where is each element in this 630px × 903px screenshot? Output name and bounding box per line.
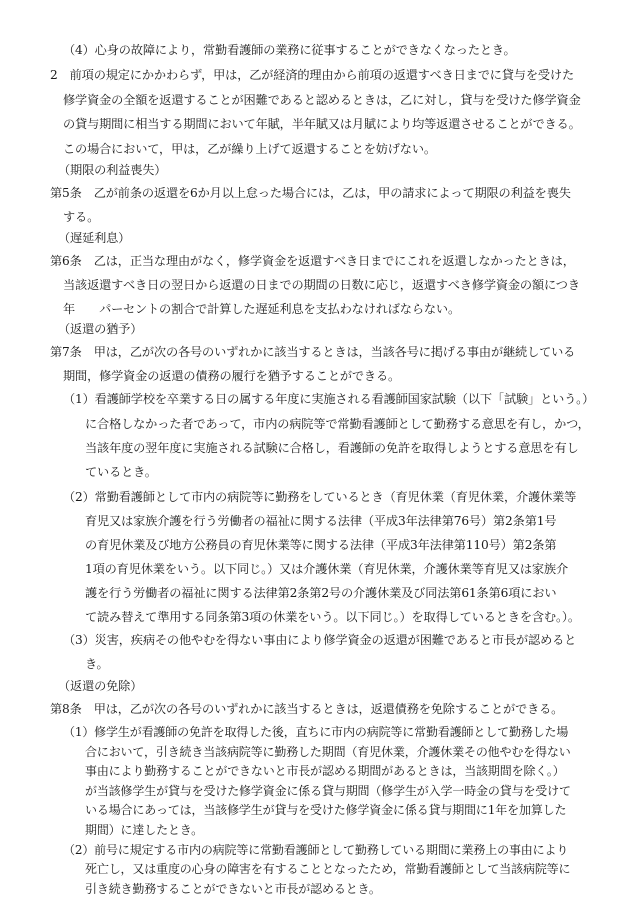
section-heading: （遅延利息） [58, 231, 131, 245]
section-heading: （返還の免除） [58, 679, 143, 693]
text-line: 事由により勤務することができないと市長が認める期間があるときは，当該期間を除く。） [85, 764, 565, 778]
list-item-line: （2）常勤看護師として市内の病院等に勤務をしているとき（育児休業（育児休業，介護休業等 [63, 490, 577, 504]
text-line: いる場合にあっては，当該修学生が貸与を受けた修学資金に係る貸与期間に1年を加算した [85, 803, 567, 817]
text-line: 期間，修学資金の返還の債務の履行を猶予することができる。 [63, 369, 401, 383]
text-line: この場合において，甲は，乙が繰り上げて返還することを妨げない。 [63, 142, 436, 156]
text-line: 2 前項の規定にかかわらず，甲は，乙が経済的理由から前項の返還すべき日までに貸与を受けた [50, 68, 574, 82]
text-line: ているとき。 [85, 465, 157, 479]
text-line: 当該年度の翌年度に実施される試験に合格し，看護師の免許を取得しようとする意思を有し [85, 441, 579, 455]
article-line: 第6条 乙は，正当な理由がなく，修学資金を返還すべき日までにこれを返還しなかったときは， [50, 254, 575, 268]
text-line: 死亡し，又は重度の心身の障害を有することとなったため，常勤看護師として当該病院等に [85, 862, 571, 876]
section-heading: （返還の猶予） [58, 322, 143, 336]
text-line: 護を行う労働者の福祉に関する法律第2条第2号の介護休業及び同法第61条第6項におい [85, 586, 557, 600]
article-line: 第5条 乙が前条の返還を6か月以上怠った場合には，乙は，甲の請求によって期限の利益を喪失 [50, 186, 571, 200]
text-line: 期間）に達したとき。 [85, 823, 204, 837]
text-line: 育児又は家族介護を行う労働者の福祉に関する法律（平成3年法律第76号）第2条第1号 [85, 514, 557, 528]
article-line: 第8条 甲は，乙が次の各号のいずれかに該当するときは，返還債務を免除することができる。 [50, 702, 564, 716]
article-line: 第7条 甲は，乙が次の各号のいずれかに該当するときは，当該各号に掲げる事由が継続している [50, 345, 576, 359]
text-line: 合において，引き続き当該病院等に勤務した期間（育児休業，介護休業その他やむを得ない [85, 745, 571, 759]
list-item-line: （2）前号に規定する市内の病院等に常勤看護師として勤務している期間に業務上の事由により [63, 843, 569, 857]
text-line: の育児休業及び地方公務員の育児休業等に関する法律（平成3年法律第110号）第2条第 [85, 538, 557, 552]
list-item-line: （1）修学生が看護師の免許を取得した後，直ちに市内の病院等に常勤看護師として勤務した場 [63, 725, 569, 739]
text-line: 引き続き勤務することができないと市長が認めるとき。 [85, 882, 381, 896]
text-line: 年 パーセントの割合で計算した遅延利息を支払わなければならない。 [63, 302, 460, 316]
text-line: て読み替えて準用する同条第3項の休業をいう。以下同じ。）を取得しているときを含む。）。 [85, 610, 580, 624]
section-heading: （期限の利益喪失） [58, 163, 167, 177]
text-line: の貸与期間に相当する期間において年賦，半年賦又は月賦により均等返還させることができる。 [63, 117, 581, 131]
text-line: が当該修学生が貸与を受けた修学資金に係る貸与期間（修学生が入学一時金の貸与を受けて [85, 784, 571, 798]
text-line: （4）心身の故障により，常勤看護師の業務に従事することができなくなったとき。 [63, 43, 516, 57]
list-item-line: （1）看護師学校を卒業する日の属する年度に実施される看護師国家試験（以下「試験」という。） [63, 392, 595, 406]
text-line: 1項の育児休業をいう。以下同じ。）又は介護休業（育児休業，介護休業等育児又は家族介 [85, 562, 569, 576]
text-line: き。 [85, 657, 109, 671]
text-line: する。 [63, 210, 100, 224]
text-line: 当該返還すべき日の翌日から返還の日までの期間の日数に応じ，返還すべき修学資金の額につき [63, 278, 580, 292]
text-line: 修学資金の全額を返還することが困難であると認めるときは，乙に対し，貸与を受けた修学資金 [63, 93, 581, 107]
text-line: に合格しなかった者であって，市内の病院等で常勤看護師として勤務する意思を有し，かつ， [85, 417, 590, 431]
list-item-line: （3）災害，疾病その他やむを得ない事由により修学資金の返還が困難であると市長が認めると [63, 633, 577, 647]
